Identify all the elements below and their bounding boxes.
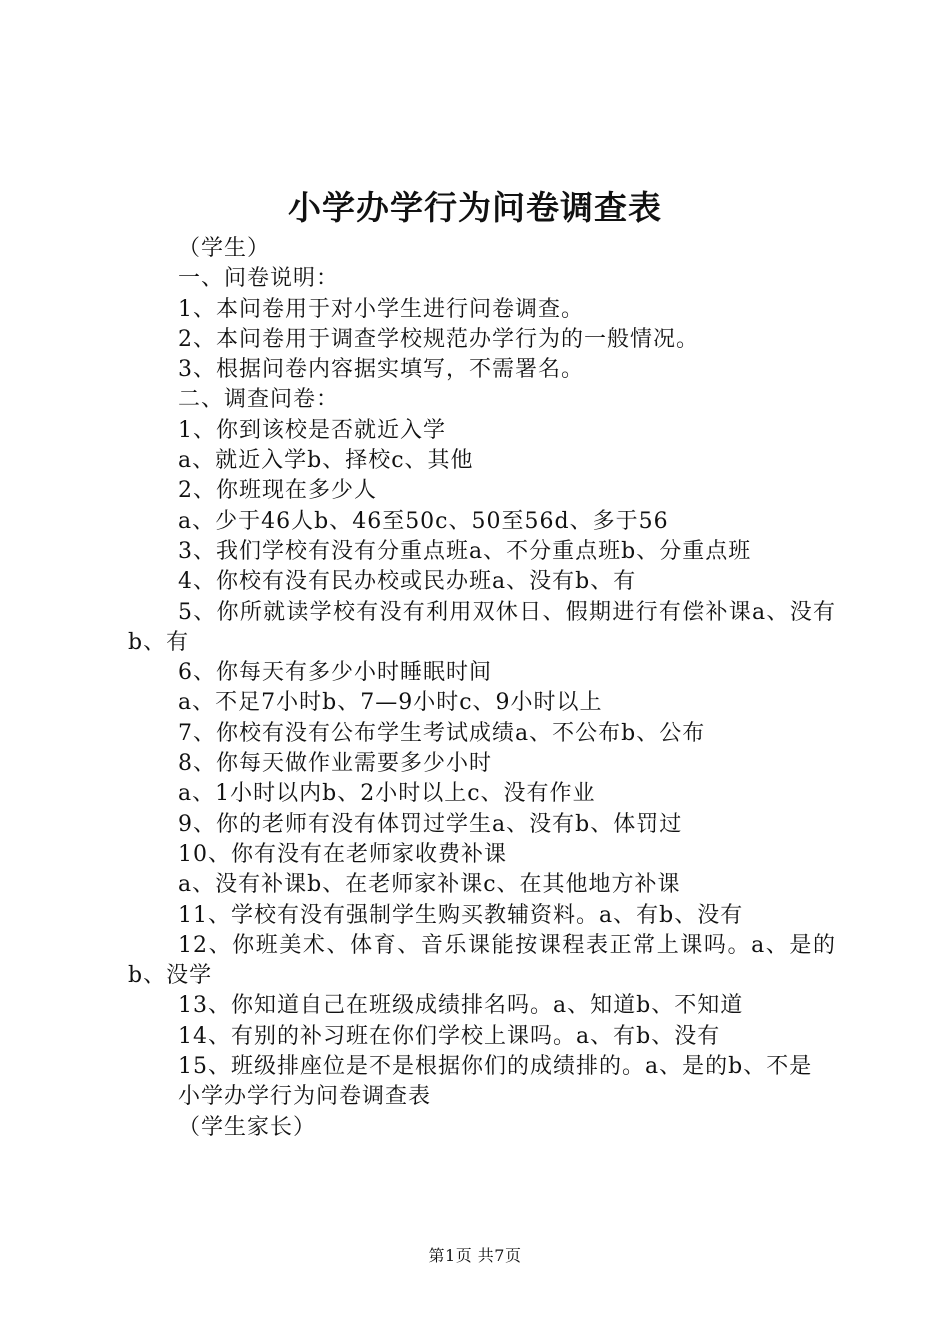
subtitle: 小学办学行为问卷调查表 (178, 1084, 432, 1110)
answer-options: a、就近入学b、择校c、其他 (178, 448, 474, 474)
question: 10、你有没有在老师家收费补课 (178, 841, 507, 867)
section-heading: 一、问卷说明： (178, 266, 340, 292)
document-body (128, 234, 836, 1143)
question: 11、学校有没有强制学生购买教辅资料。a、有b、没有 (178, 902, 744, 928)
question: 8、你每天做作业需要多少小时 (178, 751, 492, 777)
paragraph: 2、本问卷用于调查学校规范办学行为的一般情况。 (178, 326, 699, 352)
document-title: 小学办学行为问卷调查表 (288, 188, 662, 227)
paragraph: （学生） (178, 236, 271, 261)
answer-options: a、不足7小时b、7—9小时c、9小时以上 (178, 690, 603, 716)
paragraph: 1、本问卷用于对小学生进行问卷调查。 (178, 296, 584, 322)
section-heading: 二、调查问卷： (178, 387, 340, 413)
answer-options: a、没有补课b、在老师家补课c、在其他地方补课 (178, 872, 681, 898)
answer-options: a、1小时以内b、2小时以上c、没有作业 (178, 781, 596, 807)
question: 14、有别的补习班在你们学校上课吗。a、有b、没有 (178, 1023, 721, 1049)
question: 9、你的老师有没有体罚过学生a、没有b、体罚过 (178, 811, 683, 837)
question: 15、班级排座位是不是根据你们的成绩排的。a、是的b、不是 (178, 1054, 813, 1080)
question: 3、我们学校有没有分重点班a、不分重点班b、分重点班 (178, 538, 752, 564)
question: 12、你班美术、体育、音乐课能按课程表正常上课吗。a、是的b、没学 (128, 932, 836, 989)
question: 1、你到该校是否就近入学 (178, 417, 446, 443)
question: 13、你知道自己在班级成绩排名吗。a、知道b、不知道 (178, 993, 744, 1019)
page-footer: 第1页 共7页 (428, 1246, 522, 1265)
paragraph: 3、根据问卷内容据实填写，不需署名。 (178, 357, 584, 383)
answer-options: a、少于46人b、46至50c、50至56d、多于56 (178, 508, 669, 534)
question: 5、你所就读学校有没有利用双休日、假期进行有偿补课a、没有b、有 (128, 599, 836, 655)
paragraph: （学生家长） (178, 1114, 317, 1140)
question: 2、你班现在多少人 (178, 478, 377, 504)
question: 4、你校有没有民办校或民办班a、没有b、有 (178, 569, 637, 595)
question: 6、你每天有多少小时睡眠时间 (178, 660, 492, 686)
question: 7、你校有没有公布学生考试成绩a、不公布b、公布 (178, 720, 706, 746)
